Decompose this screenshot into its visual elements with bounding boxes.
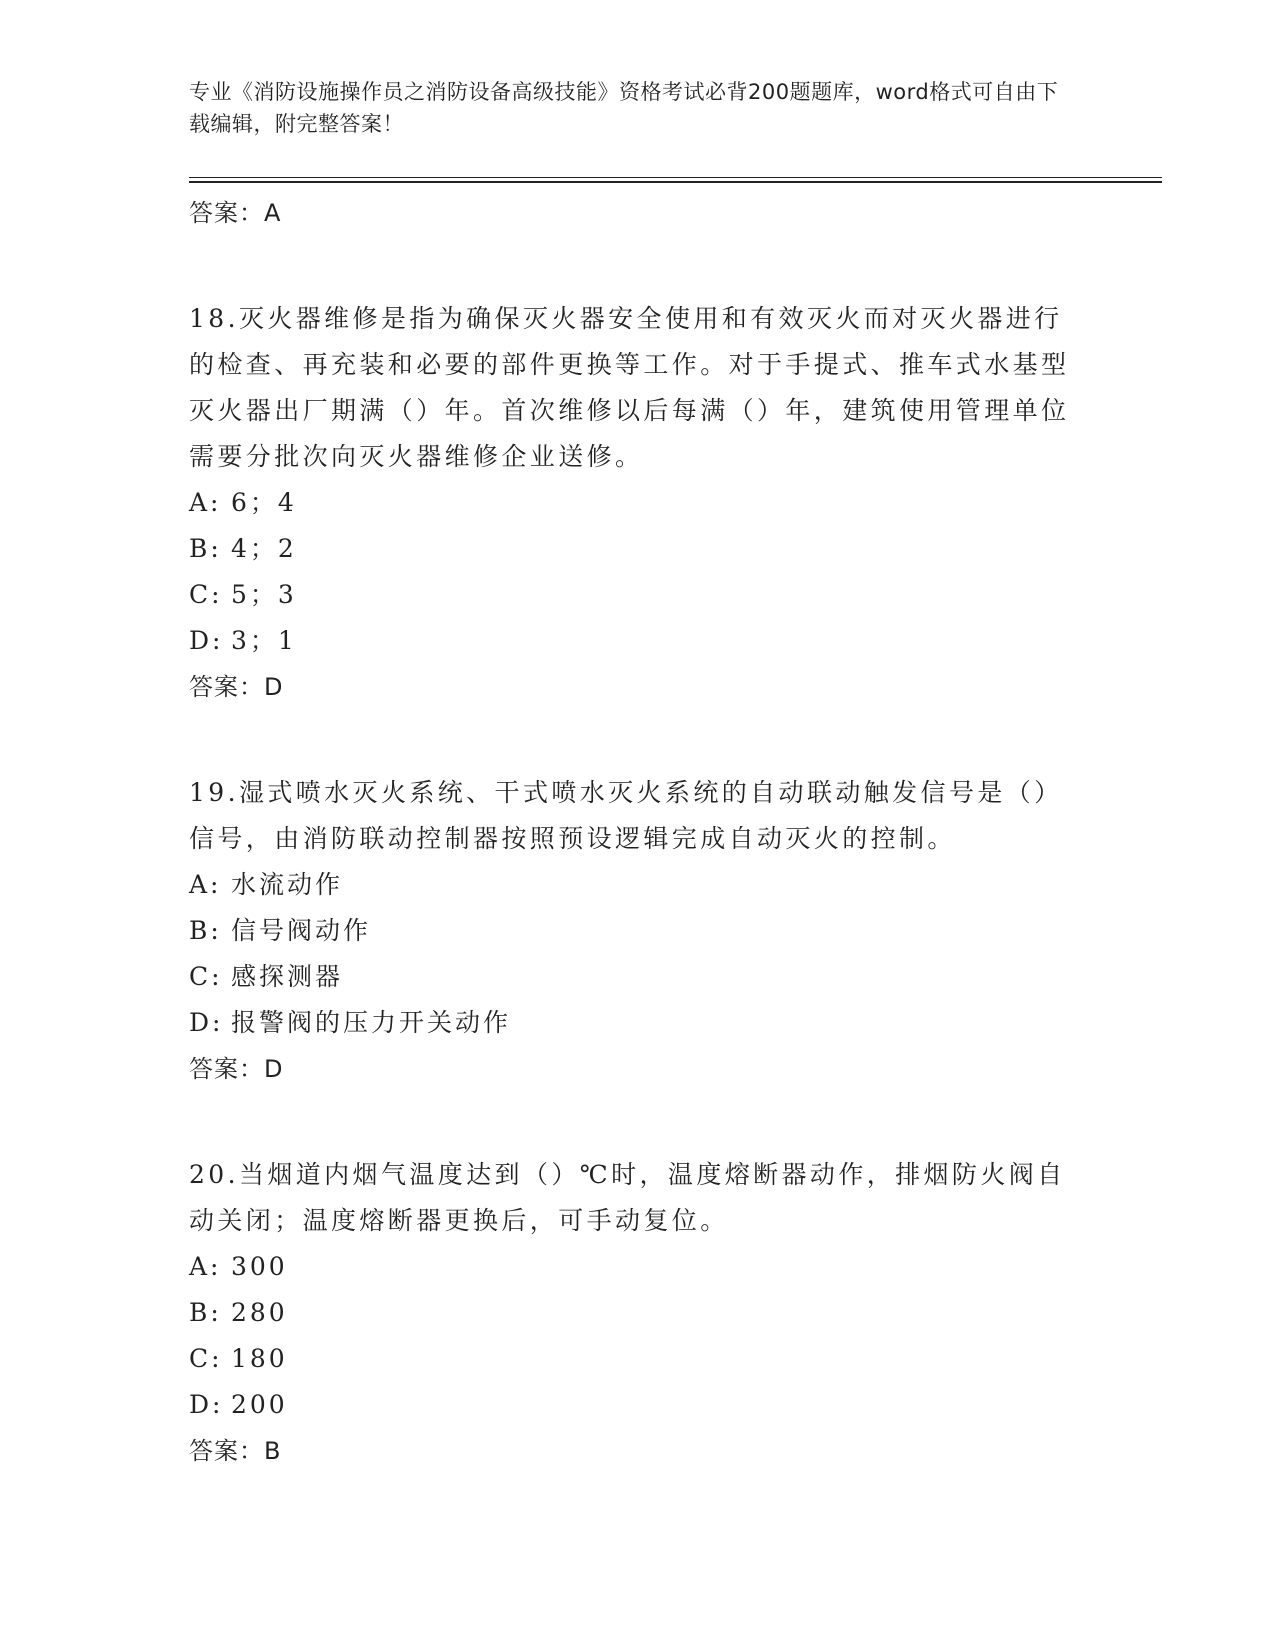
option-a: [189, 480, 1089, 526]
option-value: 信号阀动作: [231, 916, 372, 945]
option-key: B:: [189, 916, 222, 945]
option-value: 6；4: [231, 488, 297, 517]
option-key: C:: [189, 1344, 223, 1373]
header-rule-thick: [189, 181, 1162, 183]
option-d: [189, 1382, 1089, 1428]
option-value: 200: [231, 1390, 288, 1419]
option-value: 280: [231, 1298, 288, 1327]
option-value: 水流动作: [231, 870, 344, 899]
question-18: [189, 296, 1089, 710]
question-text: 18.灭火器维修是指为确保灭火器安全使用和有效灭火而对灭火器进行的检查、再充装和必要的部件更换等工作。对于手提式、推车式水基型灭火器出厂期满（）年。首次维修以后每满（）年，建筑使用管理单位需要分批次向灭火器维修企业送修。: [189, 304, 1070, 471]
option-key: C:: [189, 580, 223, 609]
option-key: D:: [189, 1008, 224, 1037]
option-key: B:: [189, 534, 222, 563]
option-key: D:: [189, 1390, 224, 1419]
option-b: [189, 526, 1089, 572]
option-key: A:: [189, 1252, 222, 1281]
question-20: [189, 1152, 1089, 1474]
option-key: C:: [189, 962, 223, 991]
document-header: 专业《消防设施操作员之消防设备高级技能》资格考试必背200题题库，word格式可自由下载编辑，附完整答案！: [189, 80, 1059, 136]
option-key: D:: [189, 626, 224, 655]
option-key: B:: [189, 1298, 222, 1327]
question-text: 19.湿式喷水灭火系统、干式喷水灭火系统的自动联动触发信号是（）信号，由消防联动控制器按照预设逻辑完成自动灭火的控制。: [189, 778, 1063, 853]
option-value: 300: [231, 1252, 288, 1281]
option-d: [189, 1000, 1089, 1046]
option-b: [189, 908, 1089, 954]
option-c: [189, 572, 1089, 618]
option-a: [189, 862, 1089, 908]
question-answer: 答案：D: [189, 1055, 284, 1083]
question-text: 20.当烟道内烟气温度达到（）℃时，温度熔断器动作，排烟防火阀自动关闭；温度熔断器更换后，可手动复位。: [189, 1160, 1066, 1235]
option-key: A:: [189, 488, 222, 517]
option-d: [189, 618, 1089, 664]
option-value: 感探测器: [231, 962, 344, 991]
option-value: 180: [231, 1344, 288, 1373]
question-answer: 答案：B: [189, 1437, 282, 1465]
option-c: [189, 1336, 1089, 1382]
previous-answer: 答案：A: [189, 199, 282, 227]
option-value: 报警阀的压力开关动作: [231, 1008, 512, 1037]
option-b: [189, 1290, 1089, 1336]
option-value: 5；3: [231, 580, 297, 609]
question-19: [189, 770, 1089, 1092]
question-answer: 答案：D: [189, 673, 284, 701]
option-key: A:: [189, 870, 222, 899]
option-c: [189, 954, 1089, 1000]
option-value: 4；2: [231, 534, 297, 563]
option-value: 3；1: [231, 626, 297, 655]
document-content: [189, 190, 1089, 1474]
option-a: [189, 1244, 1089, 1290]
header-rule-thin: [189, 177, 1162, 178]
